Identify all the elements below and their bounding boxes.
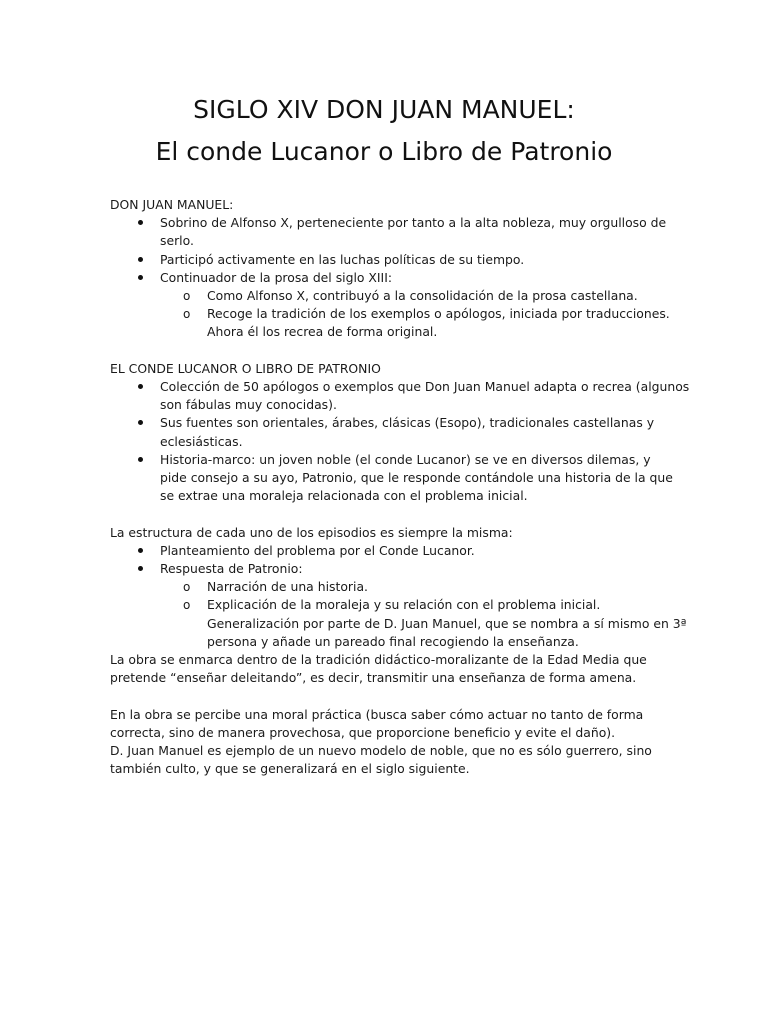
list-item-line: o Narración de una historia. [207, 579, 368, 595]
paragraph-line: también culto, y que se generalizará en el siglo siguiente. [110, 761, 470, 777]
sub-list-item [110, 596, 685, 651]
list-item [110, 251, 685, 269]
list-item [110, 451, 685, 506]
list-item-line: eclesiásticas. [160, 433, 243, 449]
list-item [110, 378, 690, 414]
structure-intro: La estructura de cada uno de los episodios es siempre la misma: [110, 524, 513, 540]
bullet-list [110, 378, 690, 505]
bullet-list [110, 214, 685, 341]
list-item [110, 269, 685, 287]
list-item-line: son fábulas muy conocidas). [160, 397, 337, 413]
list-item-line: o Recoge la tradición de los exemplos o apólogos, iniciada por traducciones. [207, 306, 670, 322]
list-item-line: pide consejo a su ayo, Patronio, que le responde contándole una historia de la que [160, 470, 673, 486]
list-item-line: Historia-marco: un joven noble (el conde Lucanor) se ve en diversos dilemas, y [160, 451, 651, 467]
list-item-line: Ahora él los recrea de forma original. [207, 324, 438, 340]
list-item-line: o Explicación de la moraleja y su relación con el problema inicial. [207, 597, 601, 613]
section-heading-conde-lucanor: EL CONDE LUCANOR O LIBRO DE PATRONIO [110, 360, 381, 376]
list-item-line: o Como Alfonso X, contribuyó a la consolidación de la prosa castellana. [207, 288, 638, 304]
list-item-line: Planteamiento del problema por el Conde Lucanor. [160, 542, 475, 558]
list-item [110, 214, 685, 250]
list-item-line: se extrae una moraleja relacionada con el problema inicial. [160, 488, 528, 504]
sub-list-item [110, 287, 685, 305]
paragraph-line: En la obra se percibe una moral práctica (busca saber cómo actuar no tanto de forma [110, 706, 644, 722]
list-item [110, 560, 685, 578]
list-item-line: persona y añade un pareado final recogiendo la enseñanza. [207, 633, 579, 649]
list-item-line: Participó activamente en las luchas políticas de su tiempo. [160, 251, 525, 267]
sub-list-item [110, 578, 685, 596]
document-subtitle: El conde Lucanor o Libro de Patronio [155, 137, 613, 166]
list-item-line: Continuador de la prosa del siglo XIII: [160, 269, 393, 285]
paragraph-line: D. Juan Manuel es ejemplo de un nuevo modelo de noble, que no es sólo guerrero, sino [110, 743, 652, 759]
list-item [110, 542, 685, 560]
list-item-line: Sus fuentes son orientales, árabes, clásicas (Esopo), tradicionales castellanas y [160, 415, 655, 431]
list-item-line: serlo. [160, 233, 194, 249]
closing-paragraph-line: pretende “enseñar deleitando”, es decir, transmitir una enseñanza de forma amena. [110, 670, 637, 686]
document-body [110, 196, 690, 778]
sub-list-item [110, 305, 685, 341]
paragraph-line: correcta, sino de manera provechosa, que proporcione beneficio y evite el daño). [110, 724, 616, 740]
list-item-line: Colección de 50 apólogos o exemplos que Don Juan Manuel adapta o recrea (algunos [160, 379, 690, 395]
list-item-line: Respuesta de Patronio: [160, 561, 303, 577]
list-item-line: Sobrino de Alfonso X, perteneciente por tanto a la alta nobleza, muy orgulloso de [160, 215, 667, 231]
list-item [110, 414, 685, 450]
list-item-line: Generalización por parte de D. Juan Manuel, que se nombra a sí mismo en 3ª [207, 615, 687, 631]
closing-paragraph-line: La obra se enmarca dentro de la tradición didáctico-moralizante de la Edad Media que [110, 652, 647, 668]
section-heading-don-juan-manuel: DON JUAN MANUEL: [110, 197, 234, 212]
bullet-list [110, 542, 685, 651]
document-title: SIGLO XIV DON JUAN MANUEL: [193, 95, 575, 124]
